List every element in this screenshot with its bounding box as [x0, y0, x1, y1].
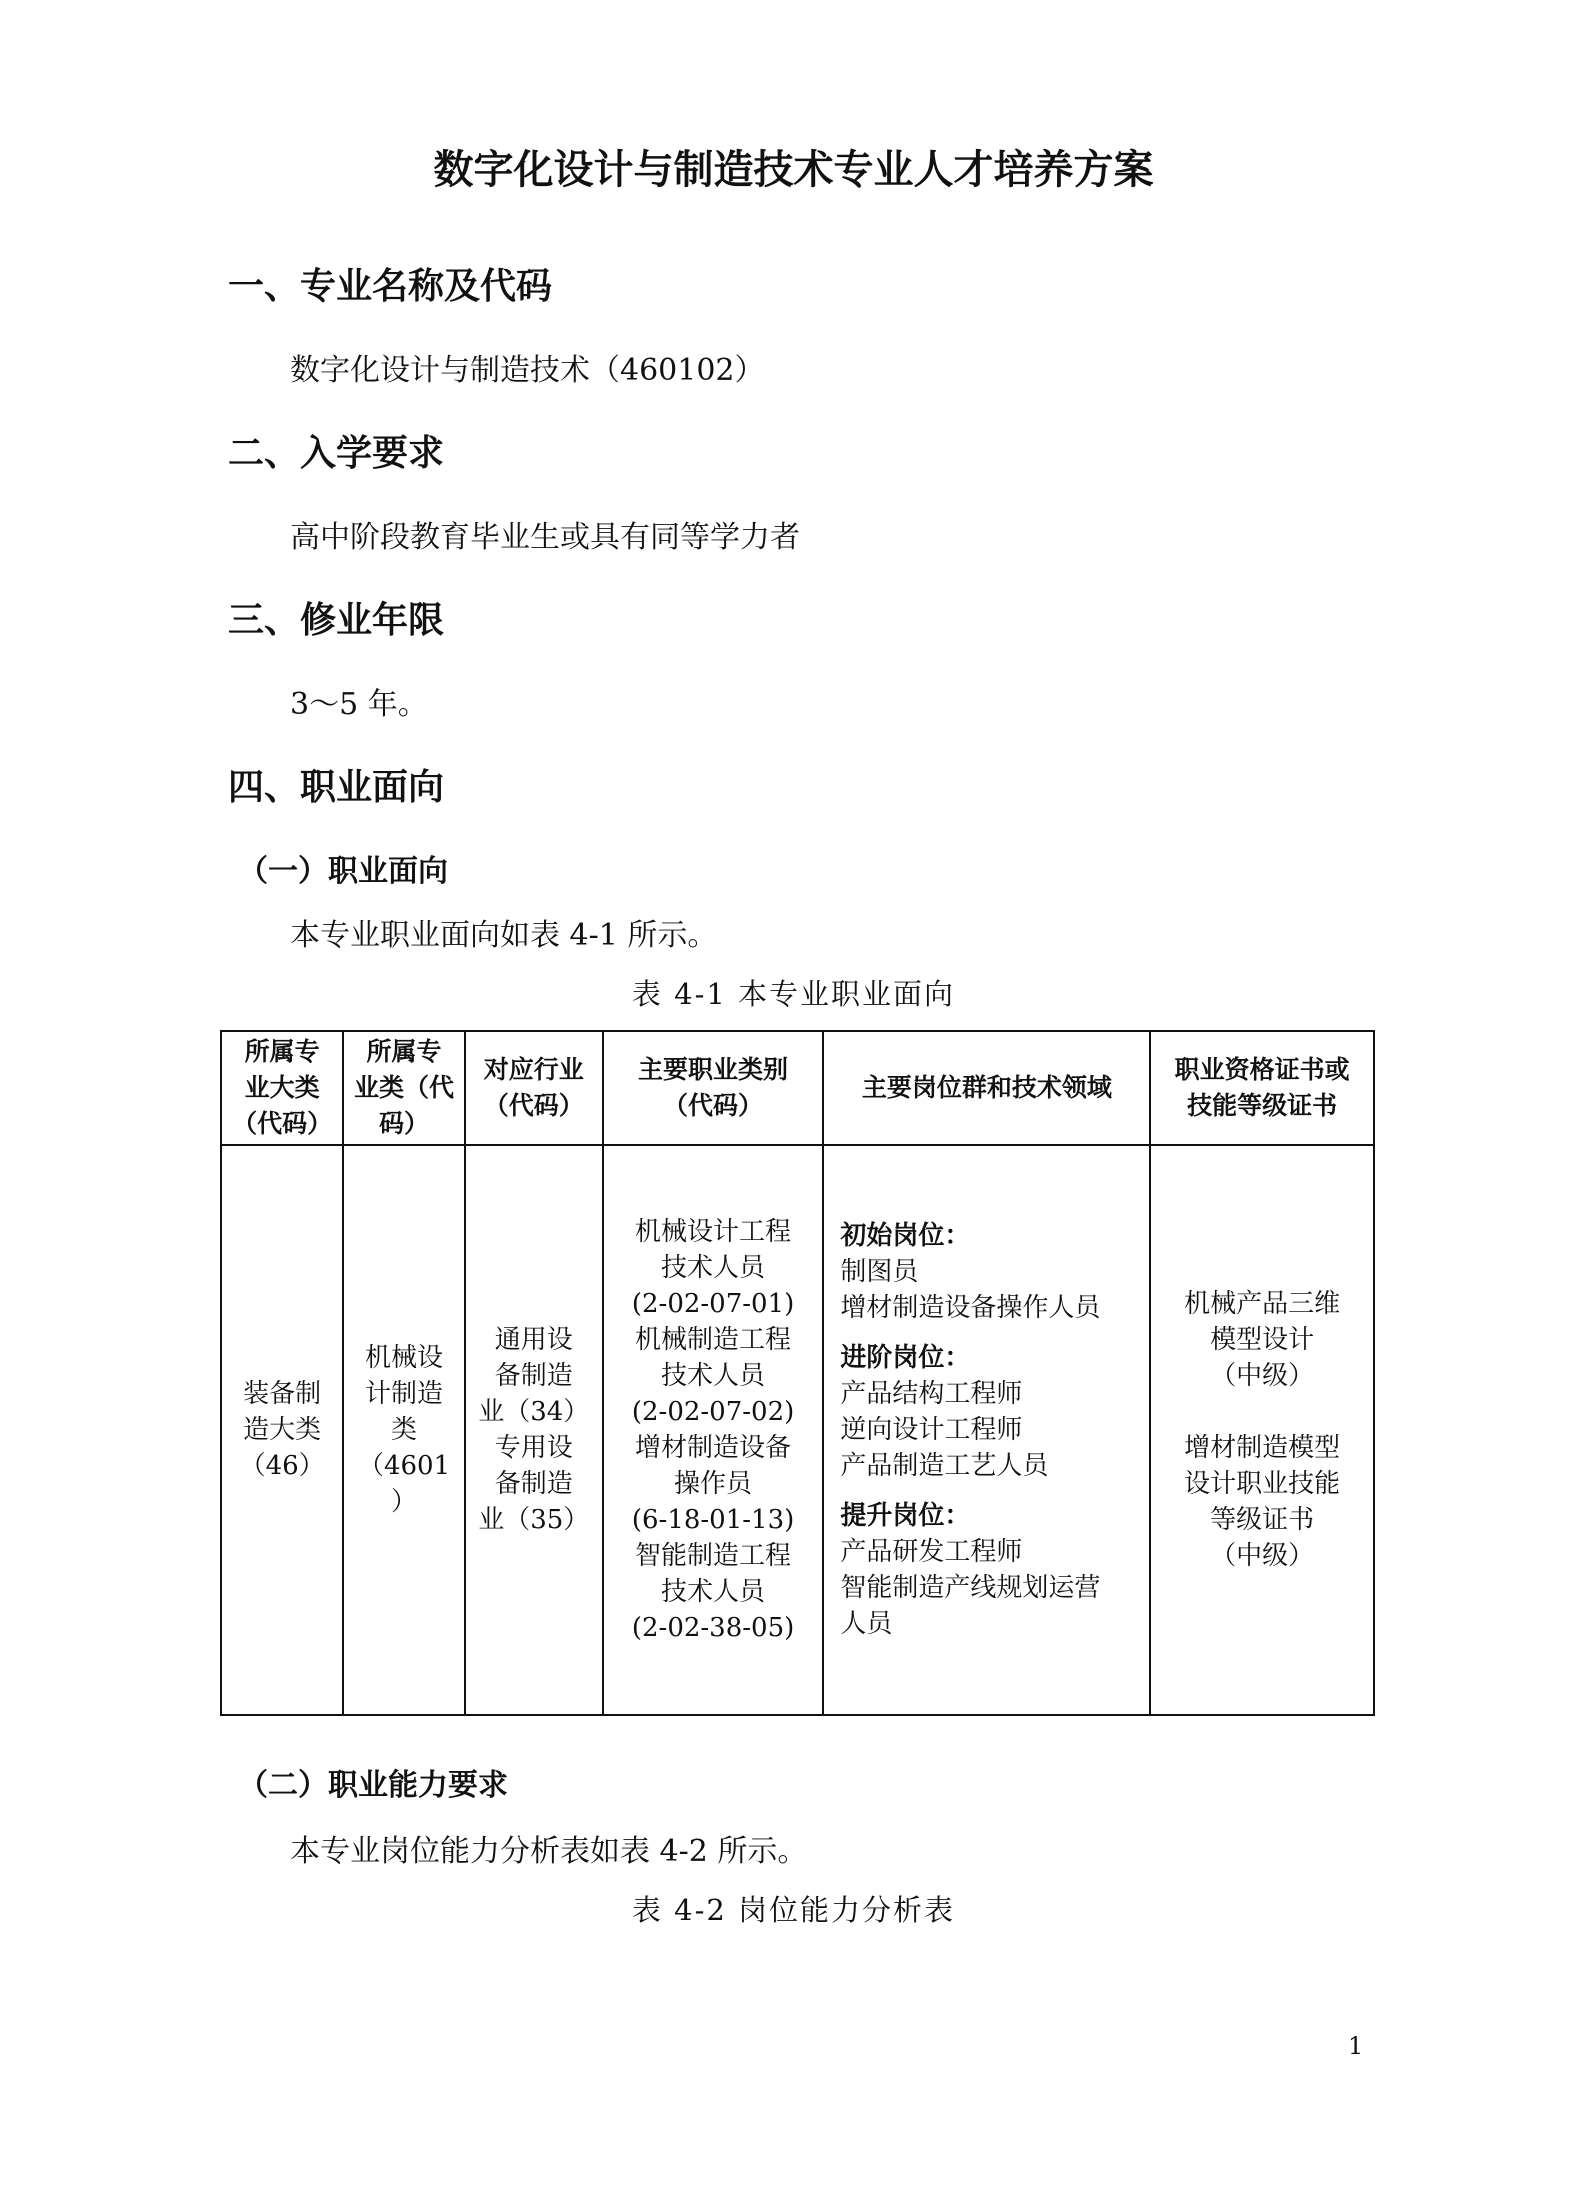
subsection-4-1-body: 本专业职业面向如表 4-1 所示。 — [290, 918, 718, 953]
occupation-table — [220, 1030, 1375, 1716]
cell-certificates — [1150, 1145, 1374, 1715]
section-3-body: 3～5 年。 — [290, 687, 428, 722]
table-4-2-caption: 表 4-2 岗位能力分析表 — [631, 1893, 956, 1927]
page-number: 1 — [1348, 2032, 1364, 2060]
post-group-promotion: 提升岗位： 产品研发工程师 智能制造产线规划运营 人员 — [840, 1501, 1101, 1639]
cell-major-category: 装备制 造大类 （46） — [221, 1145, 343, 1715]
post-group-advanced: 进阶岗位： 产品结构工程师 逆向设计工程师 产品制造工艺人员 — [840, 1343, 1049, 1481]
section-4-heading: 四、职业面向 — [228, 767, 445, 808]
cell-industry: 通用设 备制造 业（34） 专用设 备制造 业（35） — [465, 1145, 603, 1715]
cell-major-class: 机械设 计制造 类 （4601 ） — [343, 1145, 464, 1715]
certificate-item: 机械产品三维 模型设计 （中级） — [1184, 1289, 1341, 1391]
table-4-1-caption: 表 4-1 本专业职业面向 — [631, 977, 956, 1011]
cell-posts — [823, 1145, 1150, 1715]
post-group-initial: 初始岗位： 制图员 增材制造设备操作人员 — [840, 1221, 1101, 1323]
section-3-heading: 三、修业年限 — [228, 600, 445, 641]
cell-occupation: 机械设计工程 技术人员 (2-02-07-01) 机械制造工程 技术人员 (2-02-07-02) 增材制造设备 操作员 (6-18-01-13) 智能制造工程 技术人员 (2-02-38-05) — [603, 1145, 824, 1715]
header-certificates: 职业资格证书或 技能等级证书 — [1150, 1031, 1374, 1145]
subsection-4-2-heading: （二）职业能力要求 — [238, 1768, 508, 1803]
header-major-category: 所属专 业大类 （代码） — [221, 1031, 343, 1145]
section-1-heading: 一、专业名称及代码 — [228, 266, 553, 307]
document-title: 数字化设计与制造技术专业人才培养方案 — [433, 147, 1154, 193]
table-row — [221, 1145, 1374, 1715]
section-2-heading: 二、入学要求 — [228, 433, 445, 474]
subsection-4-1-heading: （一）职业面向 — [238, 854, 448, 889]
subsection-4-2-body: 本专业岗位能力分析表如表 4-2 所示。 — [290, 1834, 808, 1869]
header-posts: 主要岗位群和技术领域 — [823, 1031, 1150, 1145]
header-occupation: 主要职业类别 （代码） — [603, 1031, 824, 1145]
section-2-body: 高中阶段教育毕业生或具有同等学力者 — [290, 520, 800, 555]
section-1-body: 数字化设计与制造技术（460102） — [290, 353, 765, 388]
table-header-row — [221, 1031, 1374, 1145]
header-industry: 对应行业 （代码） — [465, 1031, 603, 1145]
header-major-class: 所属专 业类（代 码） — [343, 1031, 464, 1145]
certificate-item: 增材制造模型 设计职业技能 等级证书 （中级） — [1184, 1433, 1341, 1571]
